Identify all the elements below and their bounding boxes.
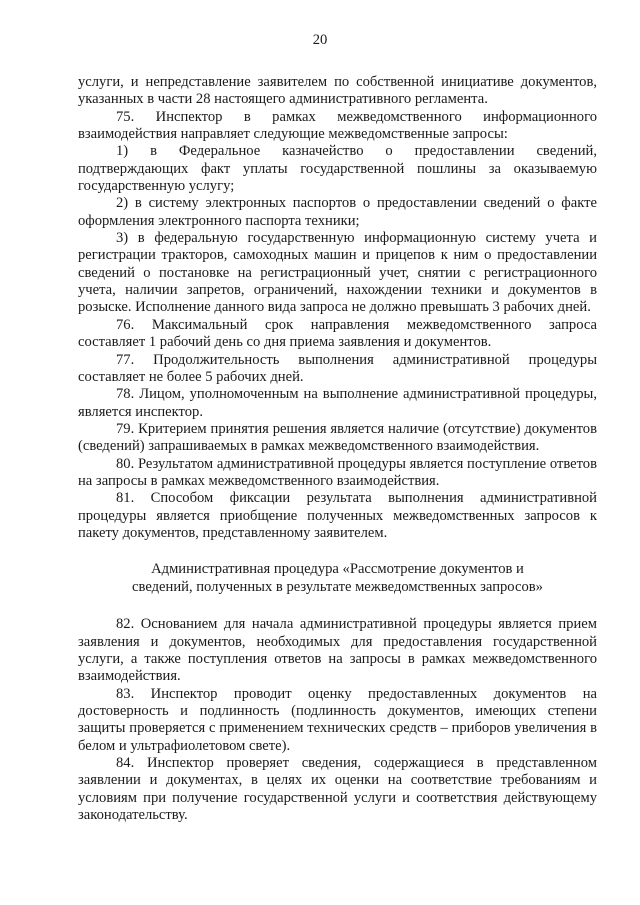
list-item-1: 1) в Федеральное казначейство о предоставлении сведений, подтверждающих факт уплаты государственной пошлины за оказываемую государственную услугу; xyxy=(78,143,597,195)
document-body xyxy=(78,74,597,824)
section-heading-line-2: сведений, полученных в результате межведомственных запросов» xyxy=(132,579,543,596)
paragraph-79: 79. Критерием принятия решения является наличие (отсутствие) документов (сведений) запрашиваемых в рамках межведомственного взаимодействия. xyxy=(78,420,597,455)
paragraph-84: 84. Инспектор проверяет сведения, содержащиеся в представленном заявлении и документах, в целях их оценки на соответствие требованиям и условиям при получение государственной услуги и соответствия действующему законодательству. xyxy=(78,755,597,824)
list-item-2: 2) в систему электронных паспортов о предоставлении сведений о факте оформления электронного паспорта техники; xyxy=(78,195,597,229)
paragraph-80: 80. Результатом административной процедуры является поступление ответов на запросы в рамках межведомственного взаимодействия. xyxy=(78,455,597,489)
paragraph-75: 75. Инспектор в рамках межведомственного информационного взаимодействия направляет следующие межведомственные запросы: xyxy=(78,108,597,143)
paragraph-81: 81. Способом фиксации результата выполнения административной процедуры является приобщение полученных межведомственных запросов к пакету документов, представленному заявителем. xyxy=(78,490,597,541)
list-item-3: 3) в федеральную государственную информационную систему учета и регистрации тракторов, самоходных машин и прицепов к ним о предоставлении сведений о постановке на регистрационный учет, снятии с регистрационного учета, наличии запретов, ограничений, нахождении техники и документов в розыске. Исполнение данного вида запроса не должно превышать 3 рабочих дней. xyxy=(78,230,597,316)
section-heading-line-1: Административная процедура «Рассмотрение документов и xyxy=(151,561,524,578)
paragraph-78: 78. Лицом, уполномоченным на выполнение административной процедуры, является инспектор. xyxy=(78,386,597,420)
paragraph-76: 76. Максимальный срок направления межведомственного запроса составляет 1 рабочий день со дня приема заявления и документов. xyxy=(78,316,597,351)
paragraph-83: 83. Инспектор проводит оценку предоставленных документов на достоверность и подлинность (подлинность документов, имеющих степени защиты проверяется с применением технических средств – приборов увеличения в белом и ультрафиолетовом свете). xyxy=(78,685,597,754)
section-heading xyxy=(78,560,597,596)
paragraph-82: 82. Основанием для начала административной процедуры является прием заявления и документов, необходимых для предоставления государственной услуги, а также поступления ответов на запросы в рамках межведомственного взаимодействия. xyxy=(78,616,597,685)
paragraph-77: 77. Продолжительность выполнения административной процедуры составляет не более 5 рабочих дней. xyxy=(78,351,597,385)
page-number: 20 xyxy=(312,32,328,48)
paragraph-continuation: услуги, и непредставление заявителем по собственной инициативе документов, указанных в части 28 настоящего административного регламента. xyxy=(78,74,597,108)
